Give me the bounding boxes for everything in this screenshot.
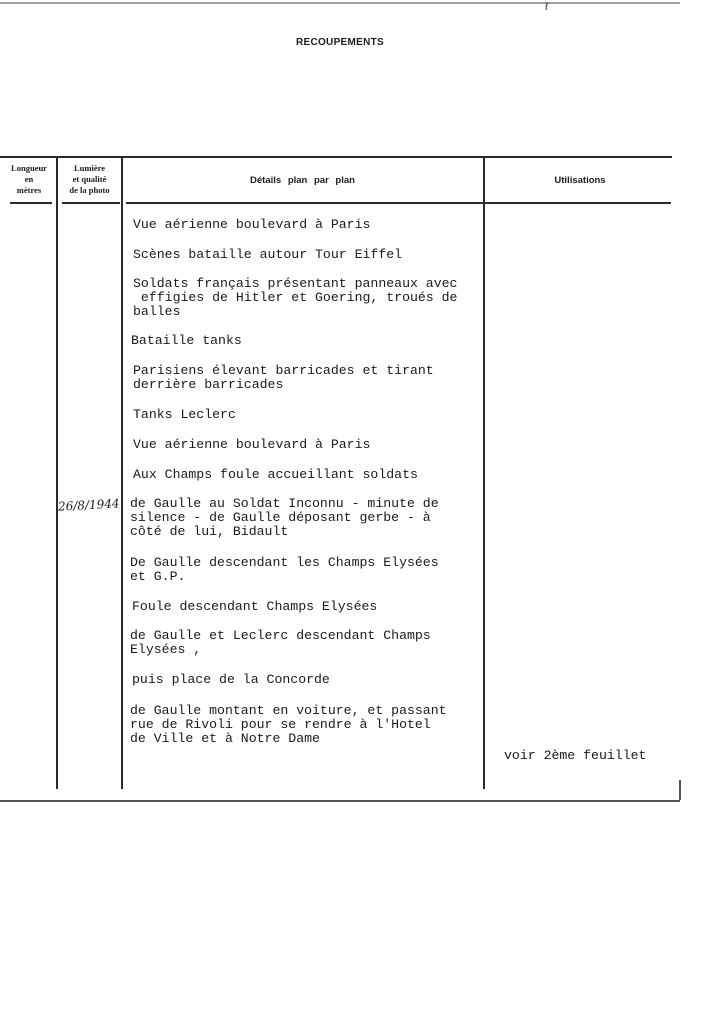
table-bottom-rule [0,800,680,802]
shot-entry: Vue aérienne boulevard à Paris [133,217,371,232]
shot-entry: de Gaulle montant en voiture, et passant rue de Rivoli pour se rendre à l'Hotel de Ville et à Notre Dame [130,703,447,746]
scan-edge [0,2,680,4]
shot-entry: Bataille tanks [131,333,242,348]
header-bottom-rule-3 [126,202,671,204]
shot-entry: Vue aérienne boulevard à Paris [133,437,371,452]
shot-entry: Tanks Leclerc [133,407,236,422]
header-light-line-1: Lumière [73,163,105,173]
header-length-line-3: mètres [16,185,42,195]
scan-mark: ř [545,2,549,13]
column-header-light [58,163,121,196]
shot-entry: de Gaulle et Leclerc descendant Champs Elysées , [130,628,431,657]
shot-entry: Aux Champs foule accueillant soldats [133,467,418,482]
header-length-line-2: en [24,174,34,184]
page-title: RECOUPEMENTS [295,37,385,48]
shot-entry: Foule descendant Champs Elysées [132,599,378,614]
header-light-line-3: de la photo [69,185,110,195]
column-header-length [2,163,56,196]
column-header-details: Détails plan par plan [250,175,355,186]
table-top-rule [0,156,672,158]
shot-entry: Soldats français présentant panneaux avec effigies de Hitler et Goering, troués de balles [133,276,458,319]
shot-entry: puis place de la Concorde [132,672,330,687]
header-light-line-2: et qualité [72,174,107,184]
header-bottom-rule-1 [10,202,52,204]
shot-entry: De Gaulle descendant les Champs Elysées et G.P. [130,555,439,584]
column-divider-1 [56,156,58,789]
shot-entry: de Gaulle au Soldat Inconnu - minute de silence - de Gaulle déposant gerbe - à côté de lui, Bidault [130,496,439,539]
header-bottom-rule-2 [62,202,120,204]
shot-entry: Parisiens élevant barricades et tirant derrière barricades [133,363,434,392]
right-edge-mark [679,780,681,800]
column-divider-2 [121,156,123,789]
shot-entry: Scènes bataille autour Tour Eiffel [133,247,403,262]
handwritten-date: 26/8/1944 [57,496,120,514]
column-divider-3 [483,156,485,789]
utilisation-note: voir 2ème feuillet [504,748,647,763]
header-length-line-1: Longueur [11,163,47,173]
column-header-uses: Utilisations [554,175,606,186]
